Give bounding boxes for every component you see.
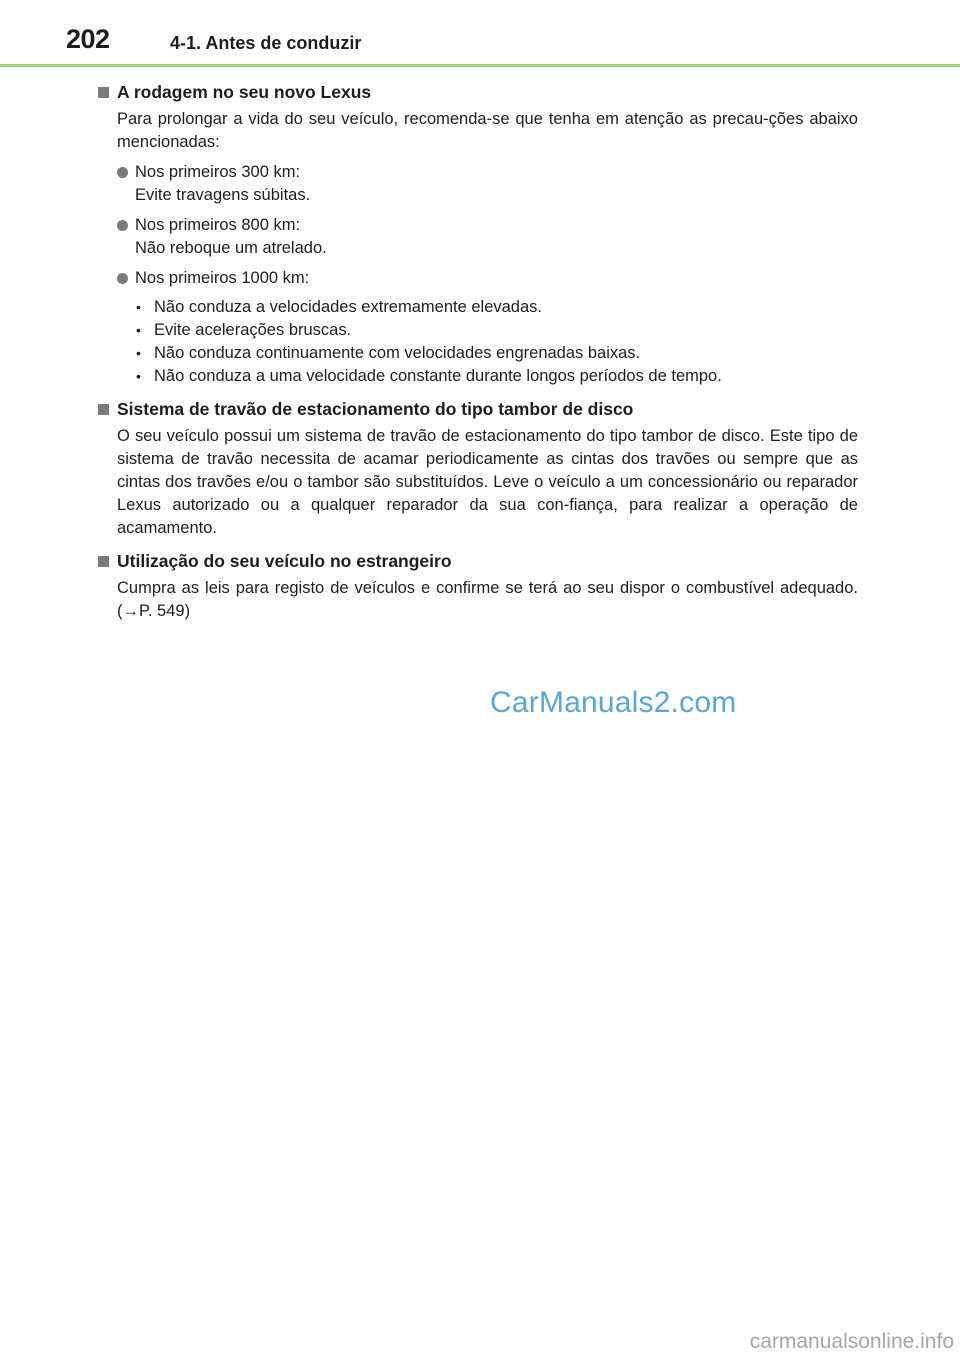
bullet-item	[117, 267, 858, 290]
bullet-title: Nos primeiros 800 km:	[135, 216, 301, 234]
section-heading-text: A rodagem no seu novo Lexus	[117, 82, 372, 102]
circle-bullet-icon	[117, 273, 128, 284]
footer-watermark: carmanualsonline.info	[749, 1330, 954, 1353]
section-break-in	[98, 80, 858, 388]
sub-list-item	[136, 342, 858, 365]
bullet-item	[117, 214, 858, 260]
section-heading	[98, 397, 858, 421]
section-abroad	[98, 549, 858, 623]
sub-list-item	[136, 296, 858, 319]
small-dot-icon: •	[136, 345, 141, 361]
page-number: 202	[66, 24, 110, 54]
sub-list-text: Não conduza a uma velocidade constante durante longos períodos de tempo.	[154, 367, 722, 385]
square-bullet-icon	[98, 404, 109, 415]
bullet-item	[117, 161, 858, 207]
page-content	[98, 80, 858, 632]
section-text: Cumpra as leis para registo de veículos e confirme se terá ao seu dispor o combustível adequado. (→P. 549)	[117, 579, 858, 620]
square-bullet-icon	[98, 87, 109, 98]
sub-list-text: Evite acelerações bruscas.	[154, 321, 352, 339]
bullet-detail: Não reboque um atrelado.	[135, 239, 327, 257]
sub-list-item	[136, 319, 858, 342]
small-dot-icon: •	[136, 368, 141, 384]
section-text: O seu veículo possui um sistema de travão de estacionamento do tipo tambor de disco. Este tipo de sistema de travão necessita de acamar periodicamente as cintas dos travões ou sempre que as cintas dos travões e/ou o tambor são substituídos. Leve o veículo a um concessionário ou reparador Lexus autorizado ou a qualquer reparador da sua con-fiança, para realizar a operação de acamamento.	[117, 427, 858, 537]
bullet-title: Nos primeiros 1000 km:	[135, 269, 310, 287]
bullet-detail: Evite travagens súbitas.	[135, 186, 311, 204]
section-text: Para prolongar a vida do seu veículo, recomenda-se que tenha em atenção as precau-ções abaixo mencionadas:	[117, 110, 858, 151]
circle-bullet-icon	[117, 220, 128, 231]
section-heading	[98, 549, 858, 573]
section-heading-text: Sistema de travão de estacionamento do tipo tambor de disco	[117, 399, 634, 419]
sub-list	[136, 296, 858, 388]
chapter-title: 4-1. Antes de conduzir	[170, 33, 362, 53]
sub-list-text: Não conduza continuamente com velocidades engrenadas baixas.	[154, 344, 641, 362]
header-rule	[0, 64, 960, 67]
small-dot-icon: •	[136, 322, 141, 338]
sub-list-item	[136, 365, 858, 388]
section-parking-brake	[98, 397, 858, 540]
watermark: CarManuals2.com	[490, 686, 737, 719]
square-bullet-icon	[98, 556, 109, 567]
circle-bullet-icon	[117, 167, 128, 178]
section-heading-text: Utilização do seu veículo no estrangeiro	[117, 551, 452, 571]
sub-list-text: Não conduza a velocidades extremamente elevadas.	[154, 298, 542, 316]
section-heading	[98, 80, 858, 104]
bullet-title: Nos primeiros 300 km:	[135, 163, 301, 181]
small-dot-icon: •	[136, 299, 141, 315]
